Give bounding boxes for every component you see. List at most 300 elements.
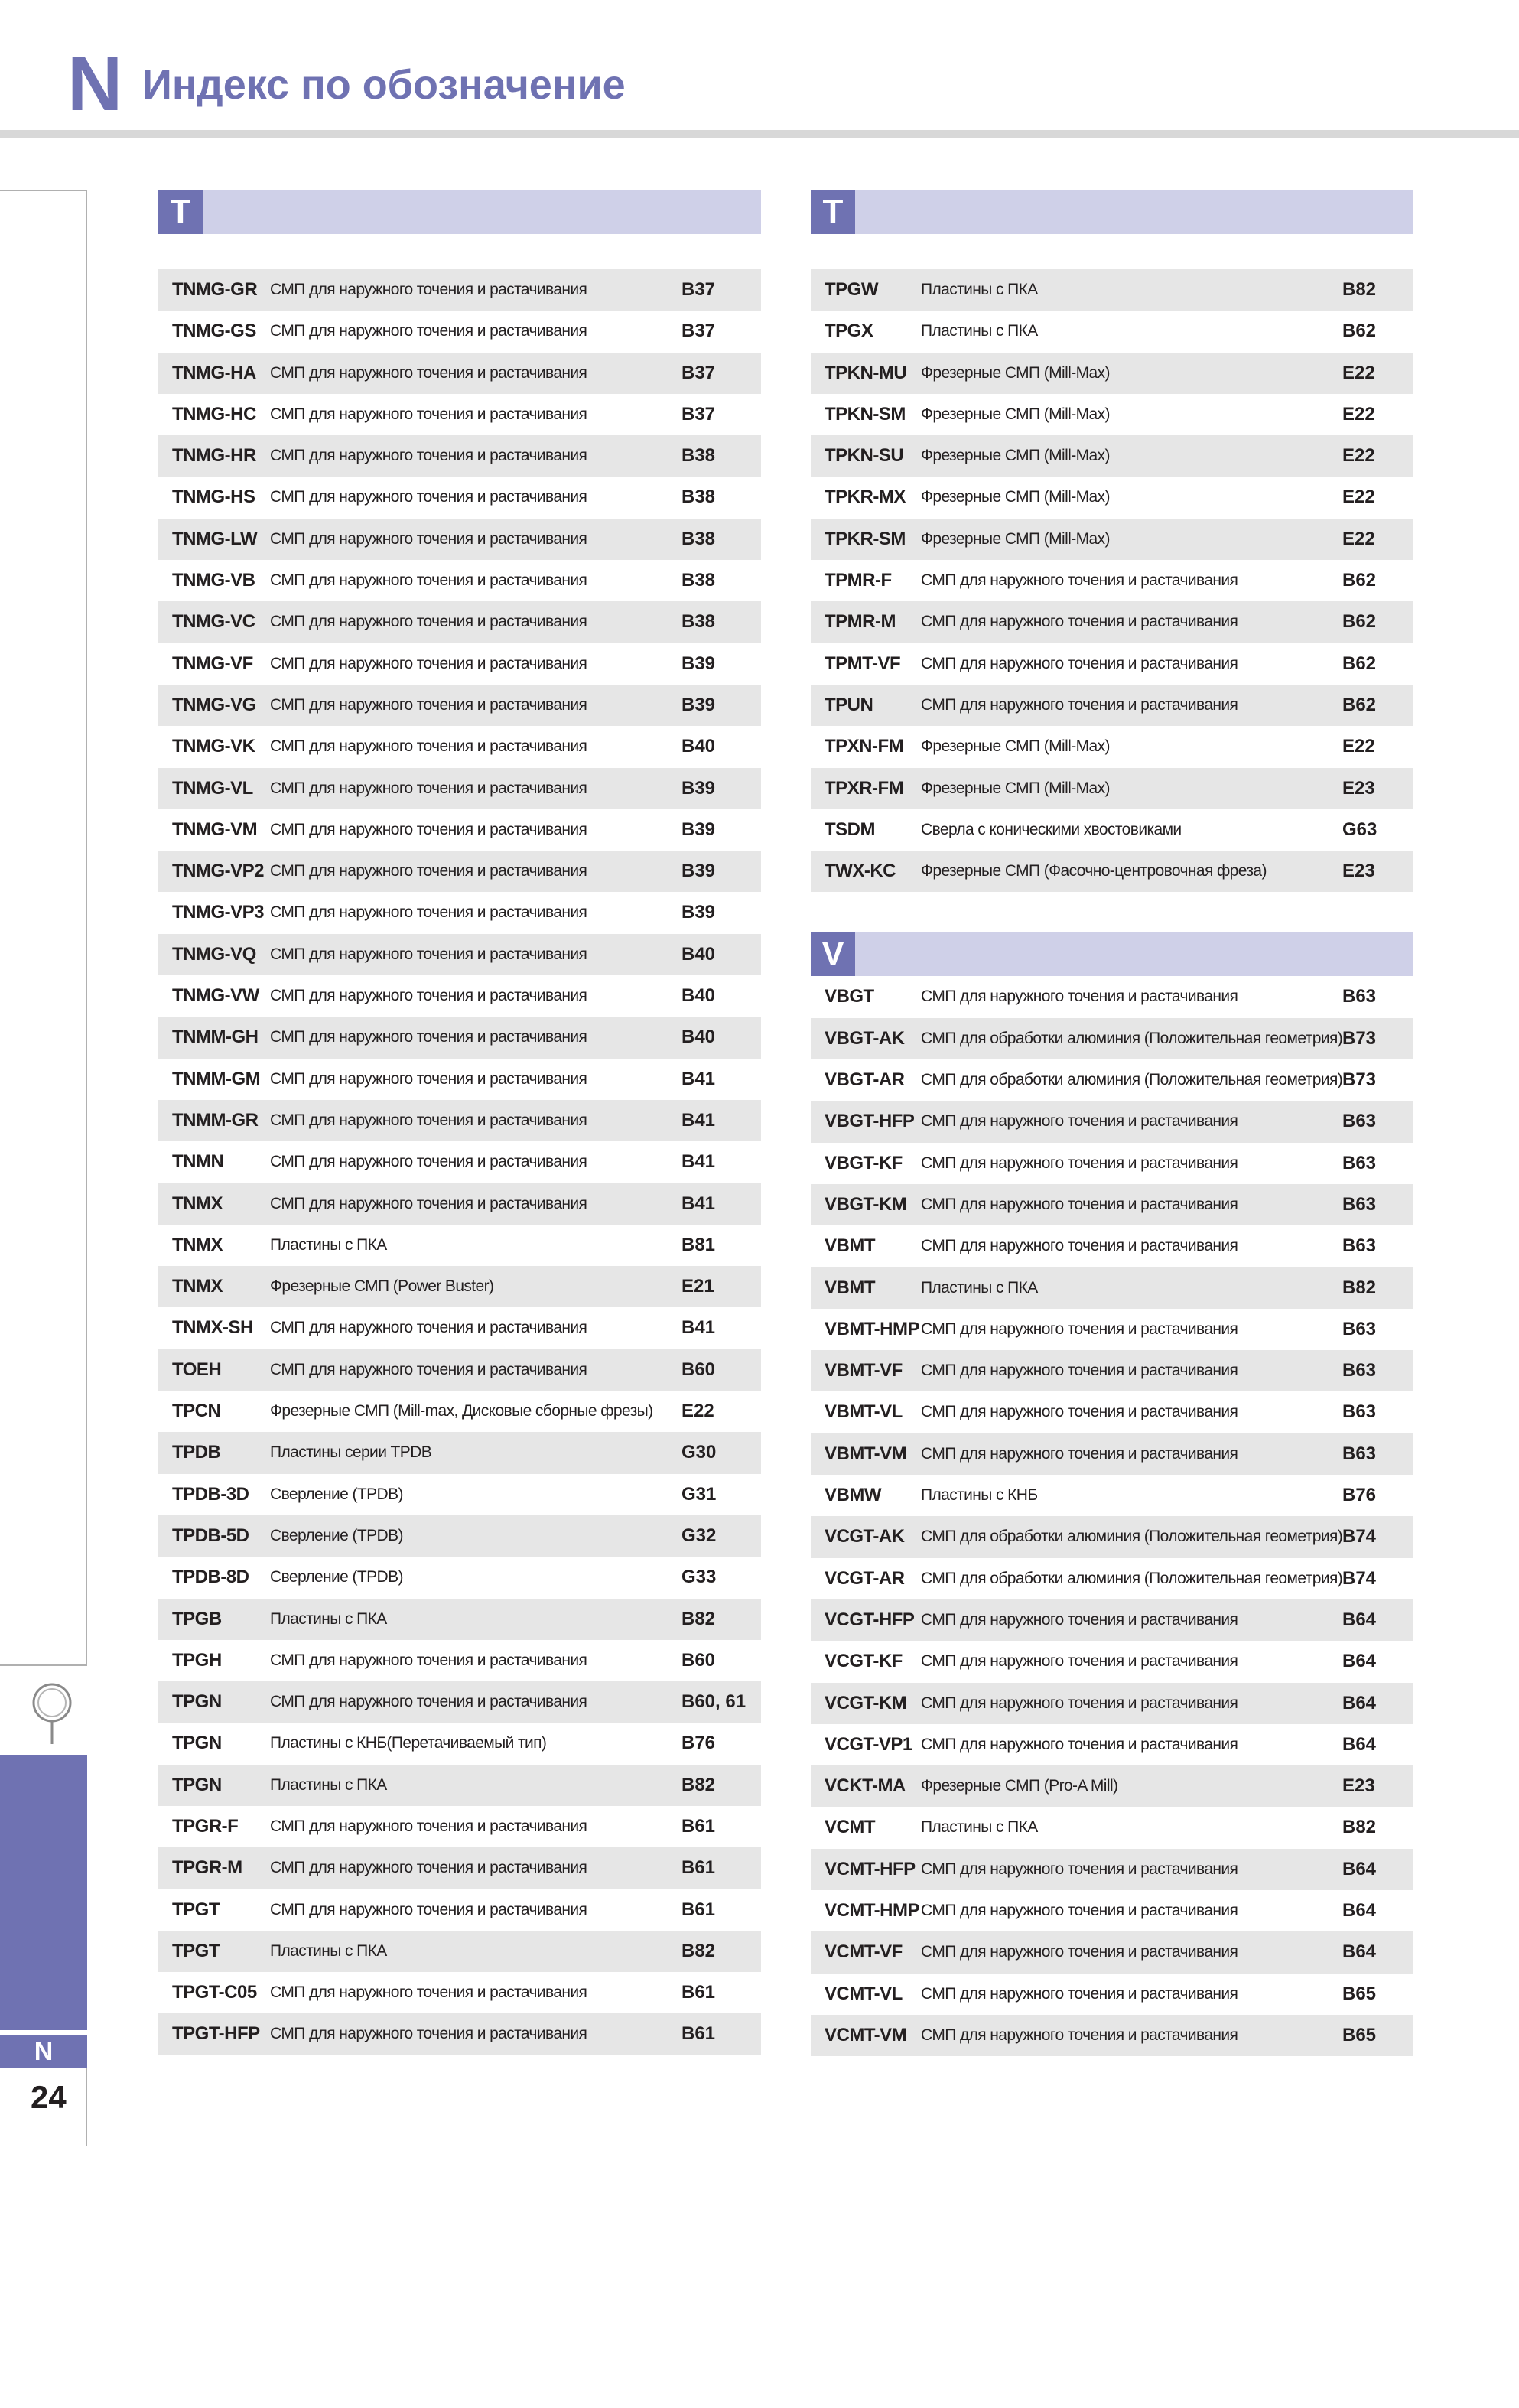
index-row: [811, 269, 1413, 311]
index-page-ref[interactable]: B39: [681, 818, 716, 840]
index-description: Пластины с ПКА: [921, 281, 1038, 298]
index-code: TPGN: [172, 1733, 222, 1754]
index-page-ref[interactable]: B41: [681, 1151, 716, 1173]
index-page-ref[interactable]: B40: [681, 943, 716, 965]
index-description: СМП для наружного точения и растачивания: [270, 987, 587, 1005]
index-row: [158, 1432, 761, 1473]
sidebar-bottom-rule: [0, 1664, 87, 1666]
index-description: Фрезерные СМП (Mill-Max): [921, 529, 1110, 548]
index-row: [811, 1807, 1413, 1848]
section-letter: T: [158, 190, 203, 234]
index-page-ref[interactable]: B39: [681, 861, 716, 882]
index-page-ref[interactable]: B38: [681, 570, 716, 591]
index-code: TNMG-VK: [172, 736, 255, 757]
index-code: VCGT-VP1: [825, 1733, 912, 1755]
index-description: СМП для наружного точения и растачивания: [270, 1983, 587, 2002]
index-page-ref[interactable]: G33: [681, 1567, 717, 1588]
index-page-ref[interactable]: B82: [1342, 1277, 1377, 1298]
index-page-ref[interactable]: B39: [681, 777, 716, 799]
index-page-ref[interactable]: B40: [681, 1027, 716, 1048]
index-description: СМП для наружного точения и растачивания: [270, 654, 587, 672]
index-code: TNMG-LW: [172, 528, 258, 549]
index-page-ref[interactable]: B61: [681, 1815, 716, 1837]
index-code: TNMG-VW: [172, 985, 259, 1007]
index-row: [811, 1309, 1413, 1350]
index-description: СМП для обработки алюминия (Положительная геометрия): [921, 1528, 1343, 1546]
index-description: Фрезерные СМП (Mill-Max): [921, 363, 1110, 382]
index-code: TNMG-HC: [172, 403, 256, 425]
index-code: TOEH: [172, 1359, 222, 1380]
index-page-ref[interactable]: B60: [681, 1359, 716, 1380]
index-list: [811, 269, 1413, 892]
index-description: СМП для обработки алюминия (Положительная геометрия): [921, 1569, 1343, 1587]
index-page-ref[interactable]: B62: [1342, 611, 1377, 633]
index-row: [158, 1765, 761, 1806]
index-page-ref[interactable]: B63: [1342, 986, 1377, 1007]
index-description: Сверление (TPDB): [270, 1526, 403, 1544]
index-code: TNMM-GM: [172, 1068, 261, 1089]
index-description: СМП для наружного точения и растачивания: [921, 1320, 1238, 1338]
index-row: [811, 1558, 1413, 1599]
index-page-ref[interactable]: B64: [1342, 1899, 1377, 1921]
index-row: [811, 1516, 1413, 1557]
index-page-ref[interactable]: E23: [1342, 777, 1375, 799]
index-page-ref[interactable]: B73: [1342, 1069, 1377, 1091]
index-row: [158, 1515, 761, 1557]
index-code: TNMX: [172, 1193, 223, 1214]
index-code: TNMX-SH: [172, 1317, 253, 1339]
index-row: [811, 477, 1413, 518]
index-page-ref[interactable]: B61: [681, 1982, 716, 2003]
index-code: VBGT-HFP: [825, 1111, 915, 1132]
right-index-column: [811, 190, 1413, 2056]
index-code: TPKR-SM: [825, 528, 906, 549]
index-row: [158, 2013, 761, 2055]
index-description: СМП для наружного точения и растачивания: [921, 571, 1238, 590]
index-description: СМП для наружного точения и растачивания: [921, 1694, 1238, 1712]
index-code: VCMT-VM: [825, 2024, 907, 2045]
index-page-ref[interactable]: B82: [681, 1608, 716, 1629]
index-description: СМП для наружного точения и растачивания: [921, 988, 1238, 1006]
index-code: VCMT: [825, 1817, 875, 1838]
index-code: TNMG-HA: [172, 362, 256, 383]
index-row: [158, 1100, 761, 1141]
index-row: [811, 1143, 1413, 1184]
index-page-ref[interactable]: B63: [1342, 1360, 1377, 1381]
index-description: СМП для наружного точения и растачивания: [921, 1112, 1238, 1131]
index-description: Фрезерные СМП (Mill-Max): [921, 737, 1110, 756]
index-page-ref[interactable]: E22: [1342, 403, 1375, 425]
index-list: [158, 269, 761, 2055]
index-page-ref[interactable]: B63: [1342, 1235, 1377, 1257]
index-code: VBGT-KF: [825, 1152, 903, 1173]
index-description: СМП для наружного точения и растачивания: [270, 1153, 587, 1171]
left-index-column: [158, 190, 761, 2055]
index-page-ref[interactable]: B81: [681, 1234, 716, 1255]
index-page-ref[interactable]: B76: [681, 1733, 716, 1754]
index-row: [811, 1391, 1413, 1433]
index-row: [811, 519, 1413, 560]
index-row: [811, 1350, 1413, 1391]
index-page-ref[interactable]: E22: [1342, 486, 1375, 508]
index-description: СМП для наружного точения и растачивания: [921, 1610, 1238, 1629]
header-divider: [0, 130, 1519, 138]
index-description: Пластины с ПКА: [921, 1818, 1038, 1837]
index-description: СМП для наружного точения и растачивания: [270, 737, 587, 756]
index-description: СМП для наружного точения и растачивания: [921, 1195, 1238, 1213]
index-code: VBMT-HMP: [825, 1318, 919, 1339]
index-page-ref[interactable]: B38: [681, 486, 716, 508]
index-row: [158, 477, 761, 518]
index-page-ref[interactable]: B60, 61: [681, 1691, 746, 1713]
index-page-ref[interactable]: E21: [681, 1276, 714, 1297]
index-row: [158, 1141, 761, 1183]
index-page-ref[interactable]: B82: [681, 1940, 716, 1961]
index-row: [158, 269, 761, 311]
index-code: TPXN-FM: [825, 736, 904, 757]
index-page-ref[interactable]: G63: [1342, 818, 1378, 840]
index-description: Пластины с ПКА: [270, 1941, 387, 1960]
index-description: СМП для наружного точения и растачивания: [270, 1111, 587, 1129]
index-description: СМП для наружного точения и растачивания: [270, 571, 587, 590]
index-row: [811, 1184, 1413, 1225]
index-description: Пластины с ПКА: [270, 1609, 387, 1628]
index-page-ref[interactable]: E22: [1342, 736, 1375, 757]
index-page-ref[interactable]: E22: [1342, 445, 1375, 467]
index-description: СМП для наружного точения и растачивания: [270, 1028, 587, 1046]
index-row: [811, 1475, 1413, 1516]
index-page-ref[interactable]: B63: [1342, 1318, 1377, 1339]
index-row: [158, 1889, 761, 1931]
index-page-ref[interactable]: B62: [1342, 321, 1377, 342]
index-description: СМП для наружного точения и растачивания: [270, 613, 587, 631]
index-row: [158, 1806, 761, 1847]
index-row: [158, 685, 761, 726]
index-code: VBGT-AK: [825, 1027, 905, 1049]
index-row: [158, 1681, 761, 1723]
index-page-ref[interactable]: E22: [1342, 362, 1375, 383]
index-description: СМП для наружного точения и растачивания: [270, 1319, 587, 1337]
index-row: [158, 1557, 761, 1598]
index-page-ref[interactable]: B62: [1342, 652, 1377, 674]
index-row: [158, 1266, 761, 1307]
index-page-ref[interactable]: B39: [681, 652, 716, 674]
index-row: [811, 1974, 1413, 2015]
section-header-v: [811, 932, 1413, 976]
index-code: TPKN-SM: [825, 403, 906, 425]
index-description: СМП для наружного точения и растачивания: [270, 695, 587, 714]
index-page-ref[interactable]: B41: [681, 1109, 716, 1131]
index-page-ref[interactable]: B63: [1342, 1443, 1377, 1464]
sidebar-tab-line1: Алфавитный: [6, 2169, 40, 2371]
sidebar-lower-rule: [86, 2068, 87, 2146]
index-page-ref[interactable]: B65: [1342, 1983, 1377, 2004]
index-description: СМП для наружного точения и растачивания: [921, 1901, 1238, 1919]
sidebar-rule: [86, 190, 87, 1666]
index-description: СМП для наружного точения и растачивания: [270, 1194, 587, 1212]
index-description: СМП для наружного точения и растачивания: [921, 1362, 1238, 1380]
index-code: VCMT-HMP: [825, 1899, 919, 1921]
index-code: TPGT: [172, 1940, 220, 1961]
sidebar-tab-letter[interactable]: N: [0, 2035, 87, 2068]
index-page-ref[interactable]: E22: [1342, 528, 1375, 549]
index-row: [158, 394, 761, 435]
index-description: СМП для наружного точения и растачивания: [921, 1735, 1238, 1753]
index-row: [158, 1017, 761, 1058]
index-page-ref[interactable]: B37: [681, 362, 716, 383]
index-row: [158, 934, 761, 975]
index-description: Пластины с ПКА: [921, 1278, 1038, 1297]
index-code: TNMG-GS: [172, 321, 256, 342]
index-code: TPGT-C05: [172, 1982, 257, 2003]
index-code: TPMT-VF: [825, 652, 901, 674]
index-code: TPKN-MU: [825, 362, 907, 383]
index-code: VBMT-VM: [825, 1443, 907, 1464]
index-row: [811, 1890, 1413, 1931]
index-page-ref[interactable]: G32: [681, 1525, 717, 1546]
index-row: [811, 311, 1413, 352]
index-code: TPGT-HFP: [172, 2023, 260, 2045]
index-page-ref[interactable]: B62: [1342, 694, 1377, 715]
index-row: [158, 560, 761, 601]
index-row: [158, 1723, 761, 1764]
index-row: [158, 975, 761, 1017]
index-code: TPUN: [825, 694, 873, 715]
index-code: VBGT: [825, 986, 874, 1007]
index-row: [158, 809, 761, 851]
index-description: СМП для наружного точения и растачивания: [270, 1651, 587, 1669]
index-code: TPGR-M: [172, 1857, 242, 1879]
index-page-ref[interactable]: B73: [1342, 1027, 1377, 1049]
index-description: СМП для наружного точения и растачивания: [270, 862, 587, 880]
index-code: TNMG-VL: [172, 777, 253, 799]
index-page-ref[interactable]: B39: [681, 902, 716, 923]
index-page-ref[interactable]: B60: [681, 1649, 716, 1671]
index-code: VCGT-AR: [825, 1567, 905, 1589]
index-code: VCMT-HFP: [825, 1858, 916, 1879]
index-page-ref[interactable]: B37: [681, 279, 716, 300]
index-page-ref[interactable]: B40: [681, 985, 716, 1007]
index-row: [811, 768, 1413, 809]
index-code: TPKR-MX: [825, 486, 906, 508]
index-code: TNMG-VQ: [172, 943, 256, 965]
index-description: СМП для наружного точения и растачивания: [921, 654, 1238, 672]
index-code: TNMG-VM: [172, 818, 258, 840]
section-letter: T: [811, 190, 855, 234]
index-code: TNMG-VG: [172, 694, 256, 715]
index-row: [811, 1599, 1413, 1641]
index-page-ref[interactable]: B40: [681, 736, 716, 757]
index-row: [811, 1931, 1413, 1973]
index-code: VBMW: [825, 1485, 881, 1506]
index-description: СМП для наружного точения и растачивания: [921, 613, 1238, 631]
index-row: [158, 1391, 761, 1432]
index-page-ref[interactable]: G31: [681, 1483, 717, 1505]
index-page-ref[interactable]: B64: [1342, 1733, 1377, 1755]
page-title: Индекс по обозначение: [142, 62, 626, 108]
index-description: СМП для наружного точения и растачивания: [270, 447, 587, 465]
index-page-ref[interactable]: B82: [681, 1774, 716, 1795]
index-row: [158, 519, 761, 560]
index-code: TPKN-SU: [825, 445, 904, 467]
index-page-ref[interactable]: B64: [1342, 1941, 1377, 1963]
index-code: TPDB-5D: [172, 1525, 249, 1546]
index-description: СМП для наружного точения и растачивания: [270, 1900, 587, 1918]
index-page-ref[interactable]: B61: [681, 1899, 716, 1920]
index-description: СМП для обработки алюминия (Положительная геометрия): [921, 1071, 1343, 1089]
index-description: СМП для наружного точения и растачивания: [270, 363, 587, 382]
index-page-ref[interactable]: B38: [681, 445, 716, 467]
index-page-ref[interactable]: B74: [1342, 1567, 1377, 1589]
index-row: [158, 1183, 761, 1225]
index-row: [158, 768, 761, 809]
index-code: TPGH: [172, 1649, 222, 1671]
index-page-ref[interactable]: B37: [681, 321, 716, 342]
index-code: TNMG-VP2: [172, 861, 265, 882]
index-page-ref[interactable]: B82: [1342, 1817, 1377, 1838]
index-page-ref[interactable]: B38: [681, 528, 716, 549]
section-header-t: [811, 190, 1413, 234]
index-description: СМП для наружного точения и растачивания: [270, 1859, 587, 1877]
index-row: [811, 809, 1413, 851]
sidebar-top-rule: [0, 190, 87, 191]
section-header-t: [158, 190, 761, 234]
magnifier-icon: [31, 1680, 73, 1746]
index-page-ref[interactable]: B41: [681, 1068, 716, 1089]
index-code: TPGT: [172, 1899, 220, 1920]
index-code: VCGT-KM: [825, 1692, 907, 1713]
index-page-ref[interactable]: B39: [681, 694, 716, 715]
index-page-ref[interactable]: B41: [681, 1193, 716, 1214]
index-row: [158, 892, 761, 933]
index-row: [158, 435, 761, 477]
index-page-ref[interactable]: B76: [1342, 1485, 1377, 1506]
index-description: СМП для наружного точения и растачивания: [921, 1154, 1238, 1172]
index-description: СМП для наружного точения и растачивания: [921, 2026, 1238, 2044]
index-page-ref[interactable]: B64: [1342, 1858, 1377, 1879]
index-code: VCGT-AK: [825, 1526, 905, 1547]
index-page-ref[interactable]: E22: [681, 1401, 714, 1422]
index-code: TNMM-GH: [172, 1027, 259, 1048]
index-code: TNMG-GR: [172, 279, 258, 300]
index-code: TPDB: [172, 1442, 221, 1463]
index-description: Пластины с КНБ: [921, 1486, 1038, 1505]
page-number: 24: [31, 2079, 67, 2115]
index-row: [158, 1059, 761, 1100]
sidebar-tab-line2: указатель: [41, 2194, 75, 2347]
index-code: VBMT-VF: [825, 1360, 903, 1381]
index-code: VCKT-MA: [825, 1775, 906, 1797]
index-page-ref[interactable]: G30: [681, 1442, 717, 1463]
index-page-ref[interactable]: B64: [1342, 1651, 1377, 1672]
index-code: TPDB-8D: [172, 1567, 249, 1588]
index-code: TNMG-VB: [172, 570, 255, 591]
index-page-ref[interactable]: B61: [681, 2023, 716, 2045]
index-row: [158, 1972, 761, 2013]
section-letter: V: [811, 932, 855, 976]
index-page-ref[interactable]: B74: [1342, 1526, 1377, 1547]
index-page-ref[interactable]: B37: [681, 403, 716, 425]
index-row: [158, 1931, 761, 1972]
index-code: TNMG-HS: [172, 486, 255, 508]
index-row: [158, 851, 761, 892]
index-description: СМП для наружного точения и растачивания: [270, 820, 587, 838]
index-page-ref[interactable]: B38: [681, 611, 716, 633]
index-row: [158, 353, 761, 394]
index-page-ref[interactable]: B41: [681, 1317, 716, 1339]
index-description: СМП для наружного точения и растачивания: [921, 1237, 1238, 1255]
index-description: СМП для наружного точения и растачивания: [270, 1069, 587, 1088]
index-description: СМП для наружного точения и растачивания: [921, 695, 1238, 714]
index-code: TPGB: [172, 1608, 222, 1629]
index-row: [811, 851, 1413, 892]
index-page-ref[interactable]: B64: [1342, 1692, 1377, 1713]
index-row: [811, 726, 1413, 767]
index-description: СМП для наружного точения и растачивания: [921, 1943, 1238, 1961]
index-row: [811, 394, 1413, 435]
index-row: [158, 1474, 761, 1515]
index-page-ref[interactable]: B61: [681, 1857, 716, 1879]
index-code: TPDB-3D: [172, 1483, 249, 1505]
index-code: TPGW: [825, 279, 878, 300]
index-code: TPXR-FM: [825, 777, 904, 799]
index-page-ref[interactable]: B63: [1342, 1193, 1377, 1215]
index-description: Фрезерные СМП (Mill-Max): [921, 447, 1110, 465]
index-page-ref[interactable]: B82: [1342, 279, 1377, 300]
index-row: [811, 435, 1413, 477]
index-page-ref[interactable]: B63: [1342, 1401, 1377, 1423]
index-row: [811, 2015, 1413, 2056]
index-description: Фрезерные СМП (Mill-Max): [921, 488, 1110, 506]
index-description: СМП для наружного точения и растачивания: [270, 2025, 587, 2043]
index-description: СМП для наружного точения и растачивания: [270, 1693, 587, 1711]
index-description: Пластины с ПКА: [270, 1775, 387, 1794]
index-page-ref[interactable]: B62: [1342, 570, 1377, 591]
index-row: [811, 1724, 1413, 1765]
index-row: [811, 1849, 1413, 1890]
index-code: VBMT: [825, 1235, 875, 1257]
index-code: TPGR-F: [172, 1815, 239, 1837]
index-description: СМП для наружного точения и растачивания: [921, 1444, 1238, 1463]
index-page-ref[interactable]: B65: [1342, 2024, 1377, 2045]
index-description: Пластины серии TPDB: [270, 1443, 432, 1462]
index-description: СМП для наружного точения и растачивания: [270, 1817, 587, 1835]
index-code: TNMG-VC: [172, 611, 255, 633]
index-row: [158, 311, 761, 352]
index-row: [811, 1059, 1413, 1101]
index-description: Фрезерные СМП (Mill-Max): [921, 779, 1110, 797]
index-description: СМП для наружного точения и растачивания: [270, 779, 587, 797]
index-row: [811, 1225, 1413, 1267]
index-description: Фрезерные СМП (Фасочно-центровочная фреза): [921, 862, 1267, 880]
index-description: Сверление (TPDB): [270, 1568, 403, 1586]
index-page-ref[interactable]: B63: [1342, 1152, 1377, 1173]
index-page-ref[interactable]: E23: [1342, 1775, 1375, 1797]
index-page-ref[interactable]: E23: [1342, 861, 1375, 882]
index-row: [811, 1765, 1413, 1807]
index-row: [811, 1641, 1413, 1682]
index-row: [158, 1307, 761, 1349]
index-row: [811, 353, 1413, 394]
index-page-ref[interactable]: B63: [1342, 1111, 1377, 1132]
index-code: TPMR-M: [825, 611, 896, 633]
index-page-ref[interactable]: B64: [1342, 1609, 1377, 1630]
index-description: Фрезерные СМП (Power Buster): [270, 1277, 494, 1296]
index-code: VCGT-KF: [825, 1651, 903, 1672]
index-row: [811, 643, 1413, 685]
index-code: VBGT-KM: [825, 1193, 907, 1215]
index-code: VCGT-HFP: [825, 1609, 915, 1630]
